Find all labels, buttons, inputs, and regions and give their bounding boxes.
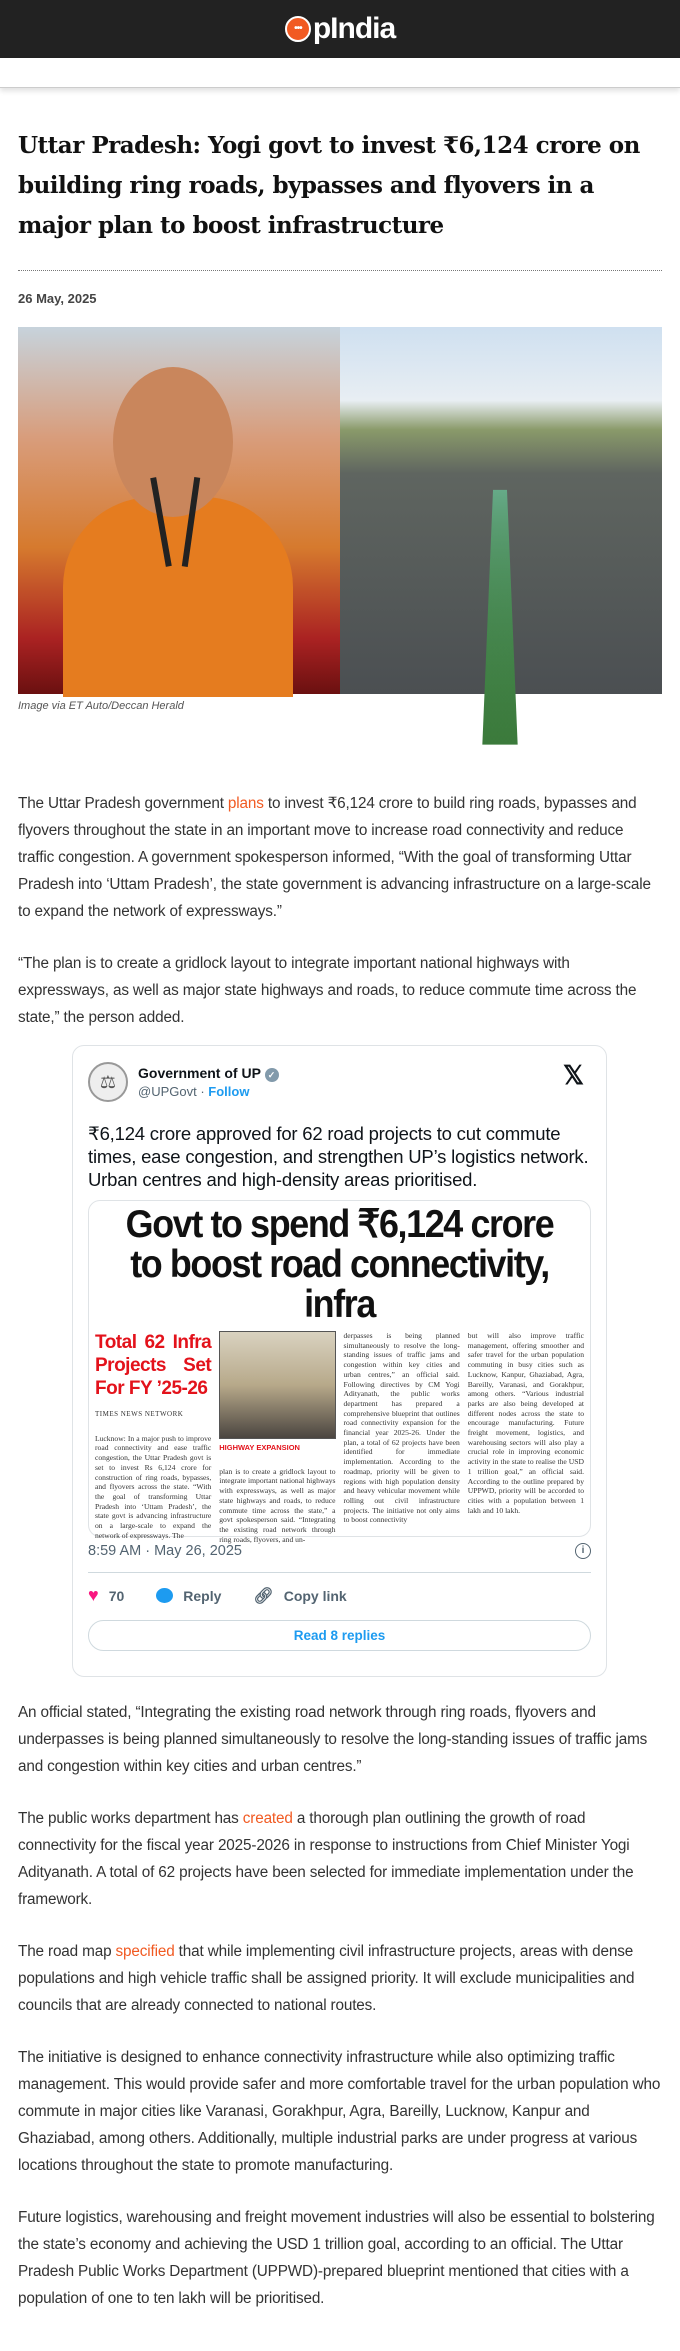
newspaper-clipping-image[interactable] (88, 1200, 591, 1544)
heart-icon[interactable]: ♥ (88, 1585, 99, 1605)
clipping-photo-caption: HIGHWAY EXPANSION (219, 1443, 300, 1452)
info-icon[interactable]: i (575, 1543, 591, 1559)
clipping-byline: TIMES NEWS NETWORK (95, 1410, 184, 1418)
tweet-timestamp[interactable]: 8:59 AM · May 26, 2025 (88, 1543, 242, 1559)
link-icon[interactable]: 🔗︎ (253, 1587, 274, 1605)
logo-bubble-icon: ••• (285, 16, 311, 42)
featured-image (18, 327, 662, 694)
yogi-photo (18, 327, 340, 694)
clipping-headline: Govt to spend ₹6,124 crore to boost road connectivity, infra (125, 1203, 554, 1326)
clipping-column: Lucknow: In a major push to improve road connectivity and ease traffic congestion, the Uttar Pradesh govt is set to invest Rs 6,124 crore for construction of ring roads, bypasses, and flyovers across the state. “With the goal of transforming Uttar Pradesh into ‘Uttam Pradesh’, the state govt is advancing infrastructure on a large-scale to expand the network of expressways. The (95, 1433, 212, 1540)
paragraph: The road map specified that while implementing civil infrastructure projects, areas with dense populations and high vehicle traffic shall be assigned priority. It will exclude municipalities and councils that are already connected to national routes. (18, 1943, 635, 2014)
paragraph: Future logistics, warehousing and freight movement industries will also be essential to bolstering the state’s economy and achieving the USD 1 trillion goal, according to an official. The Uttar Pradesh Public Works Department (UPPWD)-prepared blueprint mentioned that cities with a population of one to ten lakh will be prioritised. (18, 2209, 655, 2307)
tweet-author-name[interactable]: Government of UP (138, 1065, 261, 1082)
up-govt-emblem-avatar[interactable]: ⚖ (88, 1062, 128, 1102)
x-logo-icon[interactable]: 𝕏 (563, 1060, 584, 1090)
paragraph: An official stated, “Integrating the existing road network through ring roads, flyovers and underpasses is being planned simultaneously to resolve the long-standing issues of traffic jams and congestion within key cities and urban centres.” (18, 1704, 648, 1775)
verified-badge-icon: ✓ (265, 1068, 279, 1082)
divider (88, 1572, 591, 1573)
road-photo (340, 327, 662, 694)
clipping-subhead: Total 62 Infra Projects Set For FY ’25-26 (95, 1332, 212, 1399)
like-count[interactable]: 70 (108, 1587, 125, 1604)
sub-navbar (0, 58, 680, 88)
read-replies-button[interactable]: Read 8 replies (88, 1620, 591, 1651)
paragraph: The public works department has created a thorough plan outlining the growth of road connectivity for the fiscal year 2025-2026 in response to instructions from Chief Minister Yogi Adityanath. A total of 62 projects have been selected for immediate implementation under the framework. (18, 1810, 634, 1908)
logo-text: pIndia (312, 12, 396, 45)
reply-bubble-icon[interactable] (156, 1588, 173, 1603)
specified-link[interactable]: specified (115, 1943, 175, 1960)
reply-button[interactable]: Reply (183, 1587, 222, 1604)
site-header (0, 0, 680, 58)
plans-link[interactable]: plans (227, 795, 264, 812)
copy-link-button[interactable]: Copy link (283, 1587, 347, 1604)
divider (18, 270, 662, 271)
follow-button[interactable]: Follow (208, 1083, 250, 1099)
clipping-column: derpasses is being planned simultaneously to resolve the long-standing issues of traffic jams and congestion within key cities and urban centres,” an official said. Following directives by CM Yogi Adityanath, the public works department has prepared a comprehensive blueprint that outlines road connectivity expansion for the financial year 2025-26. Under the plan, a total of 62 projects have been identified for immediate implementation. According to the roadmap, priority will be given to regions with high population density and heavy vehicular movement while rolling out civil infrastructure projects. The initiative not only aims to boost connectivity (343, 1331, 460, 1525)
clipping-highway-photo (219, 1331, 335, 1439)
paragraph: The initiative is designed to enhance connectivity infrastructure while also optimizing traffic management. This would provide safer and more comfortable travel for the urban population who commute in major cities like Varanasi, Gorakhpur, Agra, Bareilly, Lucknow, Kanpur and Ghaziabad, among others. Additionally, multiple industrial parks are under progress at various locations throughout the state to promote manufacturing. (18, 2049, 661, 2174)
embedded-tweet[interactable]: ⚖ Government of UP ✓ @UPGovt · Follow 𝕏 ₹6,124 crore approved for 62 road projects to cut commute times, ease congestion, and strengthen UP’s logistics network. Urban centres and high-density areas prioritised. Govt to spend ₹6,124 crore to boost road connectivity, infra Total 62 Infra Projects Set For FY ’25-26 TIMES NEWS NETWORK Lucknow: In a major push to improve road connectivity and ease traffic congestion, the Uttar Pradesh govt is set to invest Rs 6,124 crore for construction of ring roads, bypasses, and flyovers across the state. “With the goal of transforming Uttar Pradesh into ‘Uttam Pradesh’, the state govt is advancing infrastructure on a large-scale to expand the network of expressways. The HIGHWAY EXPANSION plan is to create a gridlock layout to integrate important national highways with expressways, as well as major state highways and roads, to reduce commute time across the state,” a govt spokesperson said. “Integrating the existing road network through ring roads, flyovers, and un- derpasses is being planned simultaneously to resolve the long-standing issues of traffic jams and congestion within key cities and urban centres,” an official said. Following directives by CM Yogi Adityanath, the public works department has prepared a comprehensive blueprint that outlines road connectivity expansion for the financial year 2025-26. Under the plan, a total of 62 projects have been identified for immediate implementation. According to the roadmap, priority will be given to regions with high population density and heavy vehicular movement while rolling out civil infrastructure projects. The initiative not only aims to boost connectivity but will also improve traffic management, offering smoother and safer travel for the urban population commuting in busy cities such as Lucknow, Kanpur, Ghaziabad, Agra, Bareilly, Varanasi, and Gorakhpur, among others. “Various industrial parks are also being developed at different nodes across the state to encourage manufacturing. Future freight movement, logistics, and warehousing sectors will also play a crucial role in improving economic activity in the state to realise the USD 1 trillion goal,” an official said. According to the outline prepared by UPPWD, priority will be accorded to cities with a population between 1 lakh and 10 lakh. 8:59 AM · May 26, 2025 i ♥ 70 Reply 🔗︎ Copy link Read 8 replies (72, 1045, 607, 1677)
paragraph: The Uttar Pradesh government plans to invest ₹6,124 crore to build ring roads, bypasses and flyovers throughout the state in an important move to increase road connectivity and reduce traffic congestion. A government spokesperson informed, “With the goal of transforming Uttar Pradesh into ‘Uttam Pradesh’, the state government is advancing infrastructure on a large-scale to expand the network of expressways.” (18, 795, 651, 920)
article-title: Uttar Pradesh: Yogi govt to invest ₹6,124 crore on building ring roads, bypasses and flyovers in a major plan to boost infrastructure (18, 132, 640, 239)
tweet-handle[interactable]: @UPGovt (138, 1083, 197, 1099)
clipping-column: but will also improve traffic management, offering smoother and safer travel for the urban population commuting in busy cities such as Lucknow, Kanpur, Ghaziabad, Agra, Bareilly, Varanasi, and Gorakhpur, among others. “Various industrial parks are also being developed at different nodes across the state to encourage manufacturing. Future freight movement, logistics, and warehousing sectors will also play a crucial role in improving economic activity in the state to realise the USD 1 trillion goal,” an official said. According to the outline prepared by UPPWD, priority will be accorded to cities with a population between 1 lakh and 10 lakh. (467, 1331, 584, 1515)
image-caption: Image via ET Auto/Deccan Herald (18, 700, 184, 712)
article (0, 126, 680, 2312)
tweet-text: ₹6,124 crore approved for 62 road projects to cut commute times, ease congestion, and strengthen UP’s logistics network. Urban centres and high-density areas prioritised. (88, 1123, 589, 1190)
clipping-column: plan is to create a gridlock layout to integrate important national highways with expressways, as well as major state highways and roads, to reduce commute time across the state,” a govt spokesperson said. “Integrating the existing road network through ring roads, flyovers, and un- (219, 1466, 336, 1544)
paragraph: “The plan is to create a gridlock layout to integrate important national highways with expressways, as well as major state highways and roads, to reduce commute time across the state,” the person added. (18, 955, 637, 1026)
site-logo[interactable] (285, 12, 395, 46)
created-link[interactable]: created (242, 1810, 293, 1827)
article-date: 26 May, 2025 (18, 291, 97, 306)
